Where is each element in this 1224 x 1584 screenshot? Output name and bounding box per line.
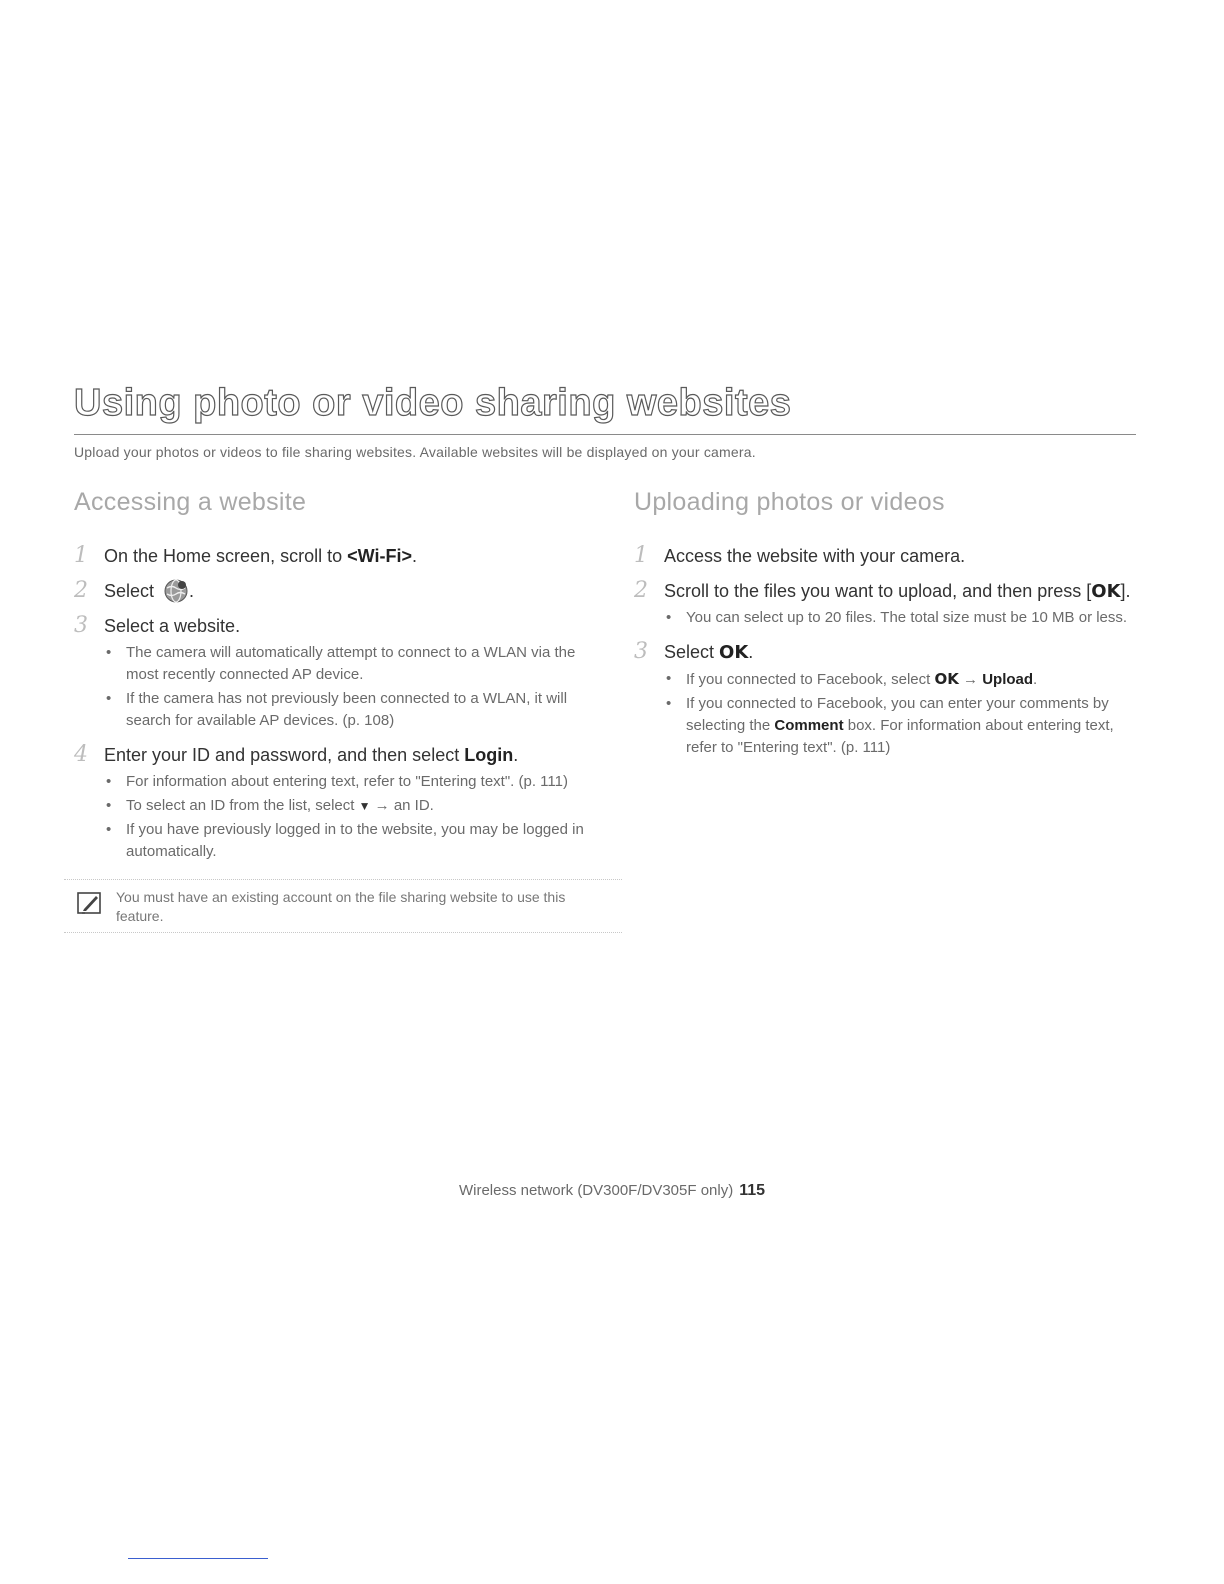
step-text xyxy=(104,578,594,605)
bullet-list xyxy=(104,771,594,863)
comment-label: Comment xyxy=(774,717,844,734)
step-number: 1 xyxy=(74,543,88,568)
step-text-part: ]. xyxy=(1120,581,1131,601)
step-number: 3 xyxy=(634,639,648,664)
note-box xyxy=(64,879,622,933)
step-text-part: Scroll to the files you want to upload, and then press [ xyxy=(664,581,1092,601)
bullet-text-part: If you connected to Facebook, select xyxy=(686,671,935,688)
section-heading-uploading: Uploading photos or videos xyxy=(634,488,945,516)
upload-label: Upload xyxy=(982,671,1034,688)
list-item xyxy=(664,693,1134,759)
step-text-part: Select xyxy=(104,581,160,601)
bullet-text-part: If you connected to Facebook, you can enter your comments by selecting the xyxy=(686,695,1109,734)
login-label: Login xyxy=(464,745,514,765)
step-text-part: On the Home screen, scroll to xyxy=(104,546,348,566)
page-number: 115 xyxy=(739,1182,766,1199)
globe-sharing-icon xyxy=(163,578,189,604)
step-text-part: . xyxy=(411,546,417,566)
list-item: • You can select up to 20 files. The total size must be 10 MB or less. xyxy=(664,607,1134,629)
step-2 xyxy=(634,578,1134,629)
note-pencil-icon xyxy=(76,890,104,916)
bullet-text-part: → an ID. xyxy=(370,797,434,814)
step-1 xyxy=(74,543,594,570)
step-2 xyxy=(74,578,594,605)
page-subtitle: Upload your photos or videos to file sharing websites. Available websites will be displayed on your camera. xyxy=(74,444,756,460)
step-text xyxy=(664,639,1134,666)
arrow-icon: → xyxy=(958,671,983,688)
page-footer xyxy=(0,1182,1224,1200)
list-item: • If the camera has not previously been connected to a WLAN, it will search for available AP devices. (p. 108) xyxy=(104,688,594,732)
ok-label: OK xyxy=(934,670,959,688)
step-text-part: . xyxy=(748,642,754,662)
step-number: 2 xyxy=(74,578,88,603)
bullet-text-part: . xyxy=(1033,671,1038,688)
list-item xyxy=(664,668,1134,691)
section-heading-accessing: Accessing a website xyxy=(74,488,307,516)
step-number: 3 xyxy=(74,613,88,638)
step-text: Access the website with your camera. xyxy=(664,546,966,566)
bullet-list xyxy=(664,668,1134,759)
ok-button-label: OK xyxy=(1091,581,1121,602)
step-3 xyxy=(634,639,1134,759)
footer-section-label: Wireless network (DV300F/DV305F only) xyxy=(458,1182,734,1199)
ok-label: OK xyxy=(719,642,749,663)
list-item: • The camera will automatically attempt to connect to a WLAN via the most recently connected AP device. xyxy=(104,642,594,686)
step-text-part: Select xyxy=(664,642,720,662)
step-4 xyxy=(74,742,594,863)
step-text xyxy=(664,578,1134,605)
page-title: Using photo or video sharing websites xyxy=(74,382,792,424)
step-1 xyxy=(634,543,1134,570)
title-divider xyxy=(74,434,1136,435)
list-item xyxy=(104,795,594,817)
bullet-list xyxy=(104,642,594,732)
step-number: 4 xyxy=(74,742,88,767)
step-number: 1 xyxy=(634,543,648,568)
step-text: Select a website. xyxy=(104,616,241,636)
step-number: 2 xyxy=(634,578,648,603)
accessing-website-section xyxy=(74,488,594,933)
bullet-list xyxy=(664,607,1134,629)
bottom-link-rule xyxy=(128,1558,268,1559)
step-text-part: . xyxy=(513,745,519,765)
step-text xyxy=(104,543,594,570)
list-item: • For information about entering text, refer to "Entering text". (p. 111) xyxy=(104,771,594,793)
bullet-text-part: To select an ID from the list, select xyxy=(126,797,355,814)
uploading-section xyxy=(634,488,1134,769)
bullet-text-part: box. For information about entering text, refer to "Entering text". (p. 111) xyxy=(686,717,1114,756)
step-text-part: . xyxy=(189,581,195,601)
step-text-part: Enter your ID and password, and then select xyxy=(104,745,465,765)
list-item: • If you have previously logged in to the website, you may be logged in automatically. xyxy=(104,819,594,863)
step-text xyxy=(104,742,594,769)
dropdown-triangle-icon: ▼ xyxy=(358,799,371,813)
note-text: You must have an existing account on the file sharing website to use this feature. xyxy=(116,889,566,924)
wifi-menu-label: <Wi-Fi> xyxy=(347,546,412,566)
step-3 xyxy=(74,613,594,732)
